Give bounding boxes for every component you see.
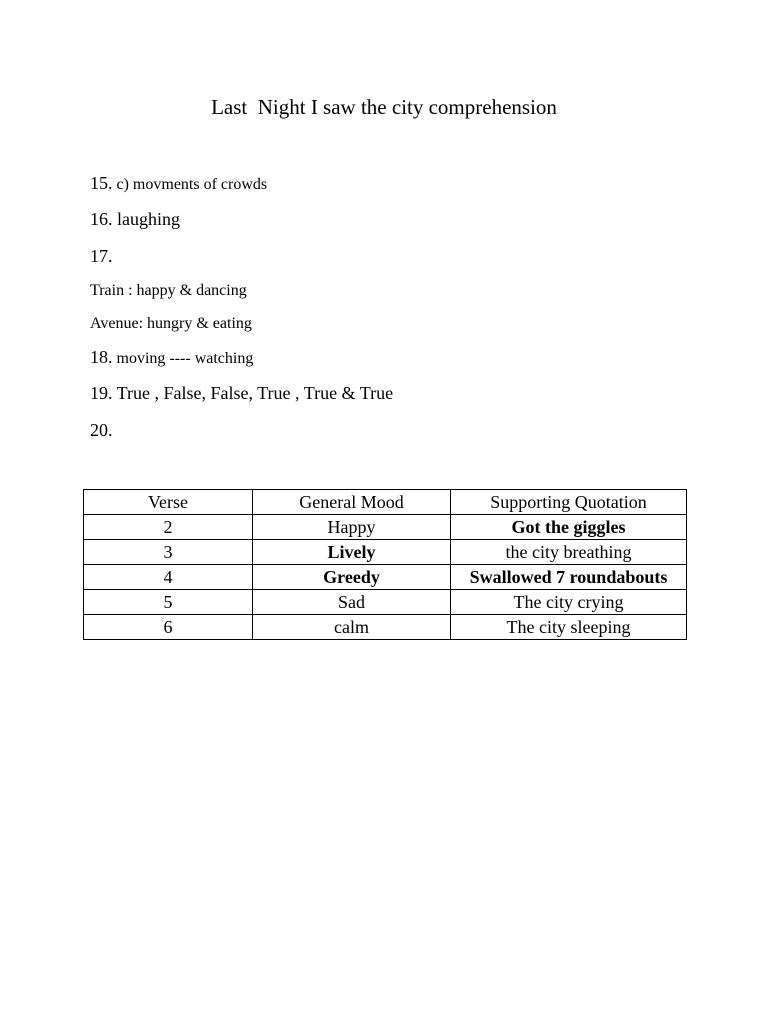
mood-table xyxy=(83,489,687,640)
answer-18-number: 18. xyxy=(90,347,113,367)
header-general-mood: General Mood xyxy=(253,490,451,515)
answer-17-train: Train : happy & dancing xyxy=(90,282,247,299)
verse-cell: 5 xyxy=(84,590,253,615)
verse-cell: 6 xyxy=(84,615,253,640)
verse-cell: 4 xyxy=(84,565,253,590)
answer-20-number: 20. xyxy=(90,420,113,440)
table-row xyxy=(84,615,687,640)
answer-18 xyxy=(90,346,253,370)
answer-19-text: True , False, False, True , True & True xyxy=(112,383,394,403)
table-row xyxy=(84,590,687,615)
table-row xyxy=(84,540,687,565)
answer-16-number: 16. xyxy=(90,209,113,229)
header-verse: Verse xyxy=(84,490,253,515)
mood-cell: Greedy xyxy=(253,565,451,590)
header-supporting-quotation: Supporting Quotation xyxy=(451,490,687,515)
table-row xyxy=(84,515,687,540)
answer-19-number: 19. xyxy=(90,383,113,403)
answer-19 xyxy=(90,382,393,404)
mood-cell: Sad xyxy=(253,590,451,615)
mood-cell: calm xyxy=(253,615,451,640)
mood-cell: Happy xyxy=(253,515,451,540)
verse-cell: 2 xyxy=(84,515,253,540)
quote-cell: The city crying xyxy=(451,590,687,615)
answer-15-number: 15. xyxy=(90,173,113,193)
answer-17-avenue: Avenue: hungry & eating xyxy=(90,315,252,332)
mood-cell: Lively xyxy=(253,540,451,565)
quote-cell: The city sleeping xyxy=(451,615,687,640)
page-title: Last Night I saw the city comprehension xyxy=(211,95,557,119)
answer-15 xyxy=(90,172,267,196)
answer-17-number: 17. xyxy=(90,246,113,266)
verse-cell: 3 xyxy=(84,540,253,565)
quote-cell: Swallowed 7 roundabouts xyxy=(451,565,687,590)
quote-cell: Got the giggles xyxy=(451,515,687,540)
quote-cell: the city breathing xyxy=(451,540,687,565)
table-row xyxy=(84,565,687,590)
answer-18-text: moving ---- watching xyxy=(112,350,254,367)
answer-16 xyxy=(90,208,180,230)
table-header-row xyxy=(84,490,687,515)
answer-15-text: c) movments of crowds xyxy=(112,176,268,193)
answer-16-text: laughing xyxy=(112,209,180,229)
